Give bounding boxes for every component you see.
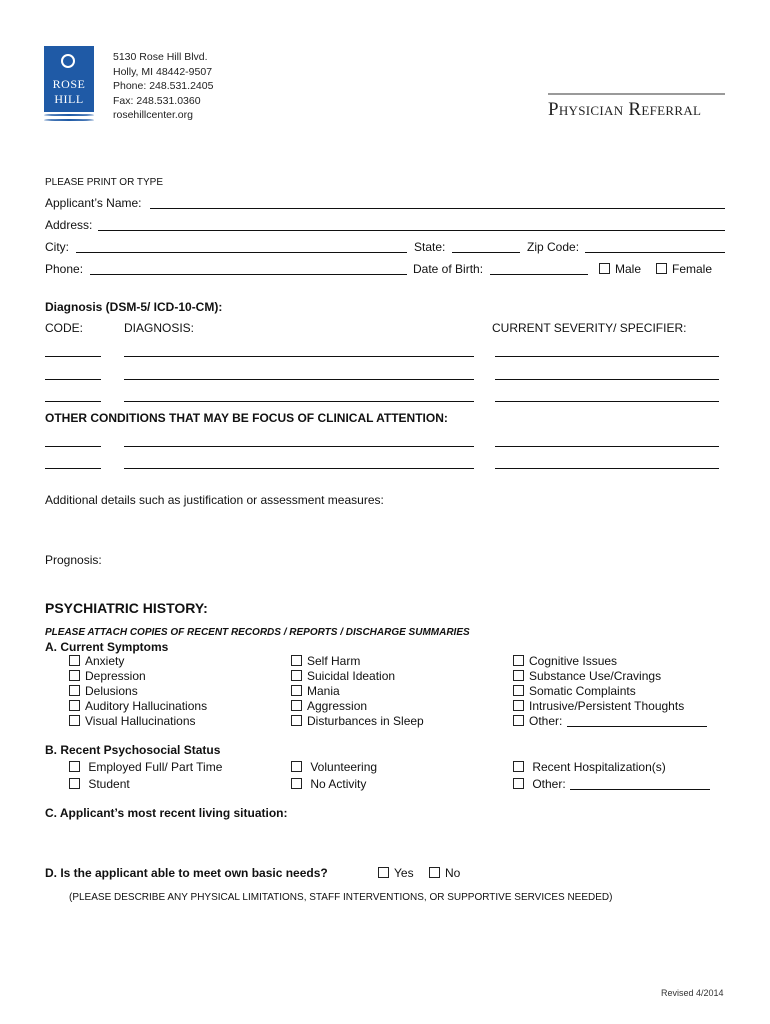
- zip-label: Zip Code:: [527, 240, 580, 254]
- female-label: Female: [672, 262, 713, 276]
- diagnosis-field[interactable]: [124, 446, 474, 447]
- symptom-label: Other:: [529, 714, 563, 728]
- symptom-label: Auditory Hallucinations: [85, 699, 208, 713]
- current-symptoms-heading: A. Current Symptoms: [45, 640, 169, 654]
- symptom-item[interactable]: [513, 654, 684, 669]
- code-field[interactable]: [45, 446, 101, 447]
- symptom-item[interactable]: [291, 684, 424, 699]
- severity-field[interactable]: [495, 401, 719, 402]
- symptom-label: Disturbances in Sleep: [307, 714, 424, 728]
- logo-wave: [44, 114, 94, 116]
- symptom-label: Substance Use/Cravings: [529, 669, 662, 683]
- checkbox[interactable]: [69, 715, 80, 726]
- address-street: 5130 Rose Hill Blvd.: [113, 51, 208, 63]
- diagnosis-field[interactable]: [124, 401, 474, 402]
- logo-emblem-icon: [61, 54, 75, 68]
- male-label: Male: [615, 262, 642, 276]
- attach-records-instruction: PLEASE ATTACH COPIES OF RECENT RECORDS / REPORTS / DISCHARGE SUMMARIES: [45, 627, 470, 638]
- status-label: Student: [88, 777, 130, 791]
- status-label: Recent Hospitalization(s): [532, 760, 666, 774]
- checkbox[interactable]: [513, 670, 524, 681]
- living-situation-heading: C. Applicant’s most recent living situation:: [45, 806, 288, 820]
- address-label: Address:: [45, 218, 93, 232]
- logo-wave: [44, 119, 94, 121]
- checkbox[interactable]: [291, 778, 302, 789]
- address-phone: Phone: 248.531.2405: [113, 80, 214, 92]
- phone-label: Phone:: [45, 262, 84, 276]
- severity-field[interactable]: [495, 468, 719, 469]
- dob-label: Date of Birth:: [413, 262, 484, 276]
- page-title: Physician Referral: [548, 99, 702, 120]
- checkbox[interactable]: [513, 685, 524, 696]
- address-website: rosehillcenter.org: [113, 109, 193, 121]
- basic-needs-note: (PLEASE DESCRIBE ANY PHYSICAL LIMITATIONS, STAFF INTERVENTIONS, OR SUPPORTIVE SERVICES NEEDED): [69, 892, 613, 903]
- symptom-item[interactable]: [291, 669, 424, 684]
- status-item[interactable]: [69, 759, 222, 776]
- additional-details-label: Additional details such as justification or assessment measures:: [45, 493, 384, 507]
- checkbox[interactable]: [429, 867, 440, 878]
- symptom-label: Mania: [307, 684, 340, 698]
- state-label: State:: [414, 240, 446, 254]
- symptom-item[interactable]: [69, 699, 207, 714]
- checkbox[interactable]: [69, 655, 80, 666]
- dob-field[interactable]: [490, 274, 588, 275]
- print-instruction: PLEASE PRINT OR TYPE: [45, 177, 164, 188]
- symptom-item[interactable]: [69, 654, 207, 669]
- symptom-item[interactable]: [291, 654, 424, 669]
- state-field[interactable]: [452, 252, 520, 253]
- status-item[interactable]: [513, 776, 666, 793]
- status-column-3: [513, 759, 666, 793]
- yes-label: Yes: [394, 866, 414, 880]
- applicant-name-field[interactable]: [150, 208, 725, 209]
- logo-text-hill: HILL: [54, 92, 84, 106]
- symptoms-column-2: [291, 654, 424, 729]
- symptoms-column-3: [513, 654, 684, 729]
- severity-field[interactable]: [495, 356, 719, 357]
- other-conditions-heading: OTHER CONDITIONS THAT MAY BE FOCUS OF CLINICAL ATTENTION:: [45, 411, 448, 425]
- status-item[interactable]: [513, 759, 666, 776]
- psychiatric-history-heading: PSYCHIATRIC HISTORY:: [45, 600, 208, 616]
- code-column-label: CODE:: [45, 321, 84, 335]
- symptom-item[interactable]: [291, 699, 424, 714]
- code-field[interactable]: [45, 379, 101, 380]
- symptom-item[interactable]: [513, 684, 684, 699]
- status-label: Volunteering: [310, 760, 378, 774]
- psychosocial-status-heading: B. Recent Psychosocial Status: [45, 743, 221, 757]
- severity-column-label: CURRENT SEVERITY/ SPECIFIER:: [492, 321, 687, 335]
- logo-text-rose: ROSE: [52, 77, 86, 91]
- checkbox[interactable]: [291, 685, 302, 696]
- symptom-label: Intrusive/Persistent Thoughts: [529, 699, 685, 713]
- code-field[interactable]: [45, 468, 101, 469]
- diagnosis-field[interactable]: [124, 379, 474, 380]
- checkbox[interactable]: [656, 263, 667, 274]
- address-block: [113, 50, 213, 123]
- symptom-item[interactable]: [291, 714, 424, 729]
- checkbox[interactable]: [513, 700, 524, 711]
- checkbox[interactable]: [291, 670, 302, 681]
- no-label: No: [445, 866, 461, 880]
- symptom-label: Delusions: [85, 684, 138, 698]
- checkbox[interactable]: [378, 867, 389, 878]
- no-option[interactable]: [429, 866, 460, 880]
- code-field[interactable]: [45, 356, 101, 357]
- rose-hill-logo: [44, 46, 94, 112]
- checkbox[interactable]: [69, 700, 80, 711]
- prognosis-label: Prognosis:: [45, 553, 102, 567]
- checkbox[interactable]: [513, 715, 524, 726]
- diagnosis-heading: Diagnosis (DSM-5/ ICD-10-CM):: [45, 300, 223, 314]
- city-label: City:: [45, 240, 69, 254]
- status-column-1: [69, 759, 222, 793]
- status-item[interactable]: [69, 776, 222, 793]
- checkbox[interactable]: [513, 761, 524, 772]
- checkbox[interactable]: [69, 761, 80, 772]
- symptom-label: Anxiety: [85, 654, 125, 668]
- checkbox[interactable]: [291, 655, 302, 666]
- title-rule: [548, 93, 725, 95]
- checkbox[interactable]: [513, 655, 524, 666]
- status-label: Employed Full/ Part Time: [88, 760, 223, 774]
- male-option[interactable]: [599, 262, 641, 276]
- applicant-name-label: Applicant’s Name:: [45, 196, 142, 210]
- status-item[interactable]: [291, 759, 377, 776]
- checkbox[interactable]: [69, 670, 80, 681]
- checkbox[interactable]: [599, 263, 610, 274]
- zip-field[interactable]: [585, 252, 725, 253]
- phone-field[interactable]: [90, 274, 407, 275]
- severity-field[interactable]: [495, 379, 719, 380]
- symptom-label: Depression: [85, 669, 146, 683]
- female-option[interactable]: [656, 262, 712, 276]
- status-column-2: [291, 759, 377, 793]
- diagnosis-field[interactable]: [124, 468, 474, 469]
- diagnosis-field[interactable]: [124, 356, 474, 357]
- symptom-label: Suicidal Ideation: [307, 669, 396, 683]
- revised-date: Revised 4/2014: [661, 988, 724, 998]
- status-label: No Activity: [310, 777, 367, 791]
- other-symptom-field[interactable]: [567, 726, 707, 727]
- checkbox[interactable]: [291, 700, 302, 711]
- symptom-label: Somatic Complaints: [529, 684, 636, 698]
- basic-needs-question: D. Is the applicant able to meet own basic needs?: [45, 866, 328, 880]
- diagnosis-column-label: DIAGNOSIS:: [124, 321, 195, 335]
- city-field[interactable]: [76, 252, 407, 253]
- severity-field[interactable]: [495, 446, 719, 447]
- symptom-item[interactable]: [513, 699, 684, 714]
- symptom-label: Visual Hallucinations: [85, 714, 196, 728]
- status-label: Other:: [532, 777, 566, 791]
- symptom-item[interactable]: [513, 669, 684, 684]
- symptom-item[interactable]: [69, 684, 207, 699]
- symptom-label: Aggression: [307, 699, 368, 713]
- checkbox[interactable]: [513, 778, 524, 789]
- symptoms-column-1: [69, 654, 207, 729]
- yes-option[interactable]: [378, 866, 414, 880]
- symptom-item[interactable]: [69, 669, 207, 684]
- checkbox[interactable]: [69, 685, 80, 696]
- checkbox[interactable]: [69, 778, 80, 789]
- checkbox[interactable]: [291, 761, 302, 772]
- status-item[interactable]: [291, 776, 377, 793]
- address-fax: Fax: 248.531.0360: [113, 94, 201, 107]
- address-city: Holly, MI 48442-9507: [113, 65, 213, 78]
- symptom-item[interactable]: [69, 714, 207, 729]
- code-field[interactable]: [45, 401, 101, 402]
- checkbox[interactable]: [291, 715, 302, 726]
- symptom-label: Cognitive Issues: [529, 654, 618, 668]
- other-status-field[interactable]: [570, 789, 710, 790]
- address-field[interactable]: [98, 230, 725, 231]
- symptom-label: Self Harm: [307, 654, 361, 668]
